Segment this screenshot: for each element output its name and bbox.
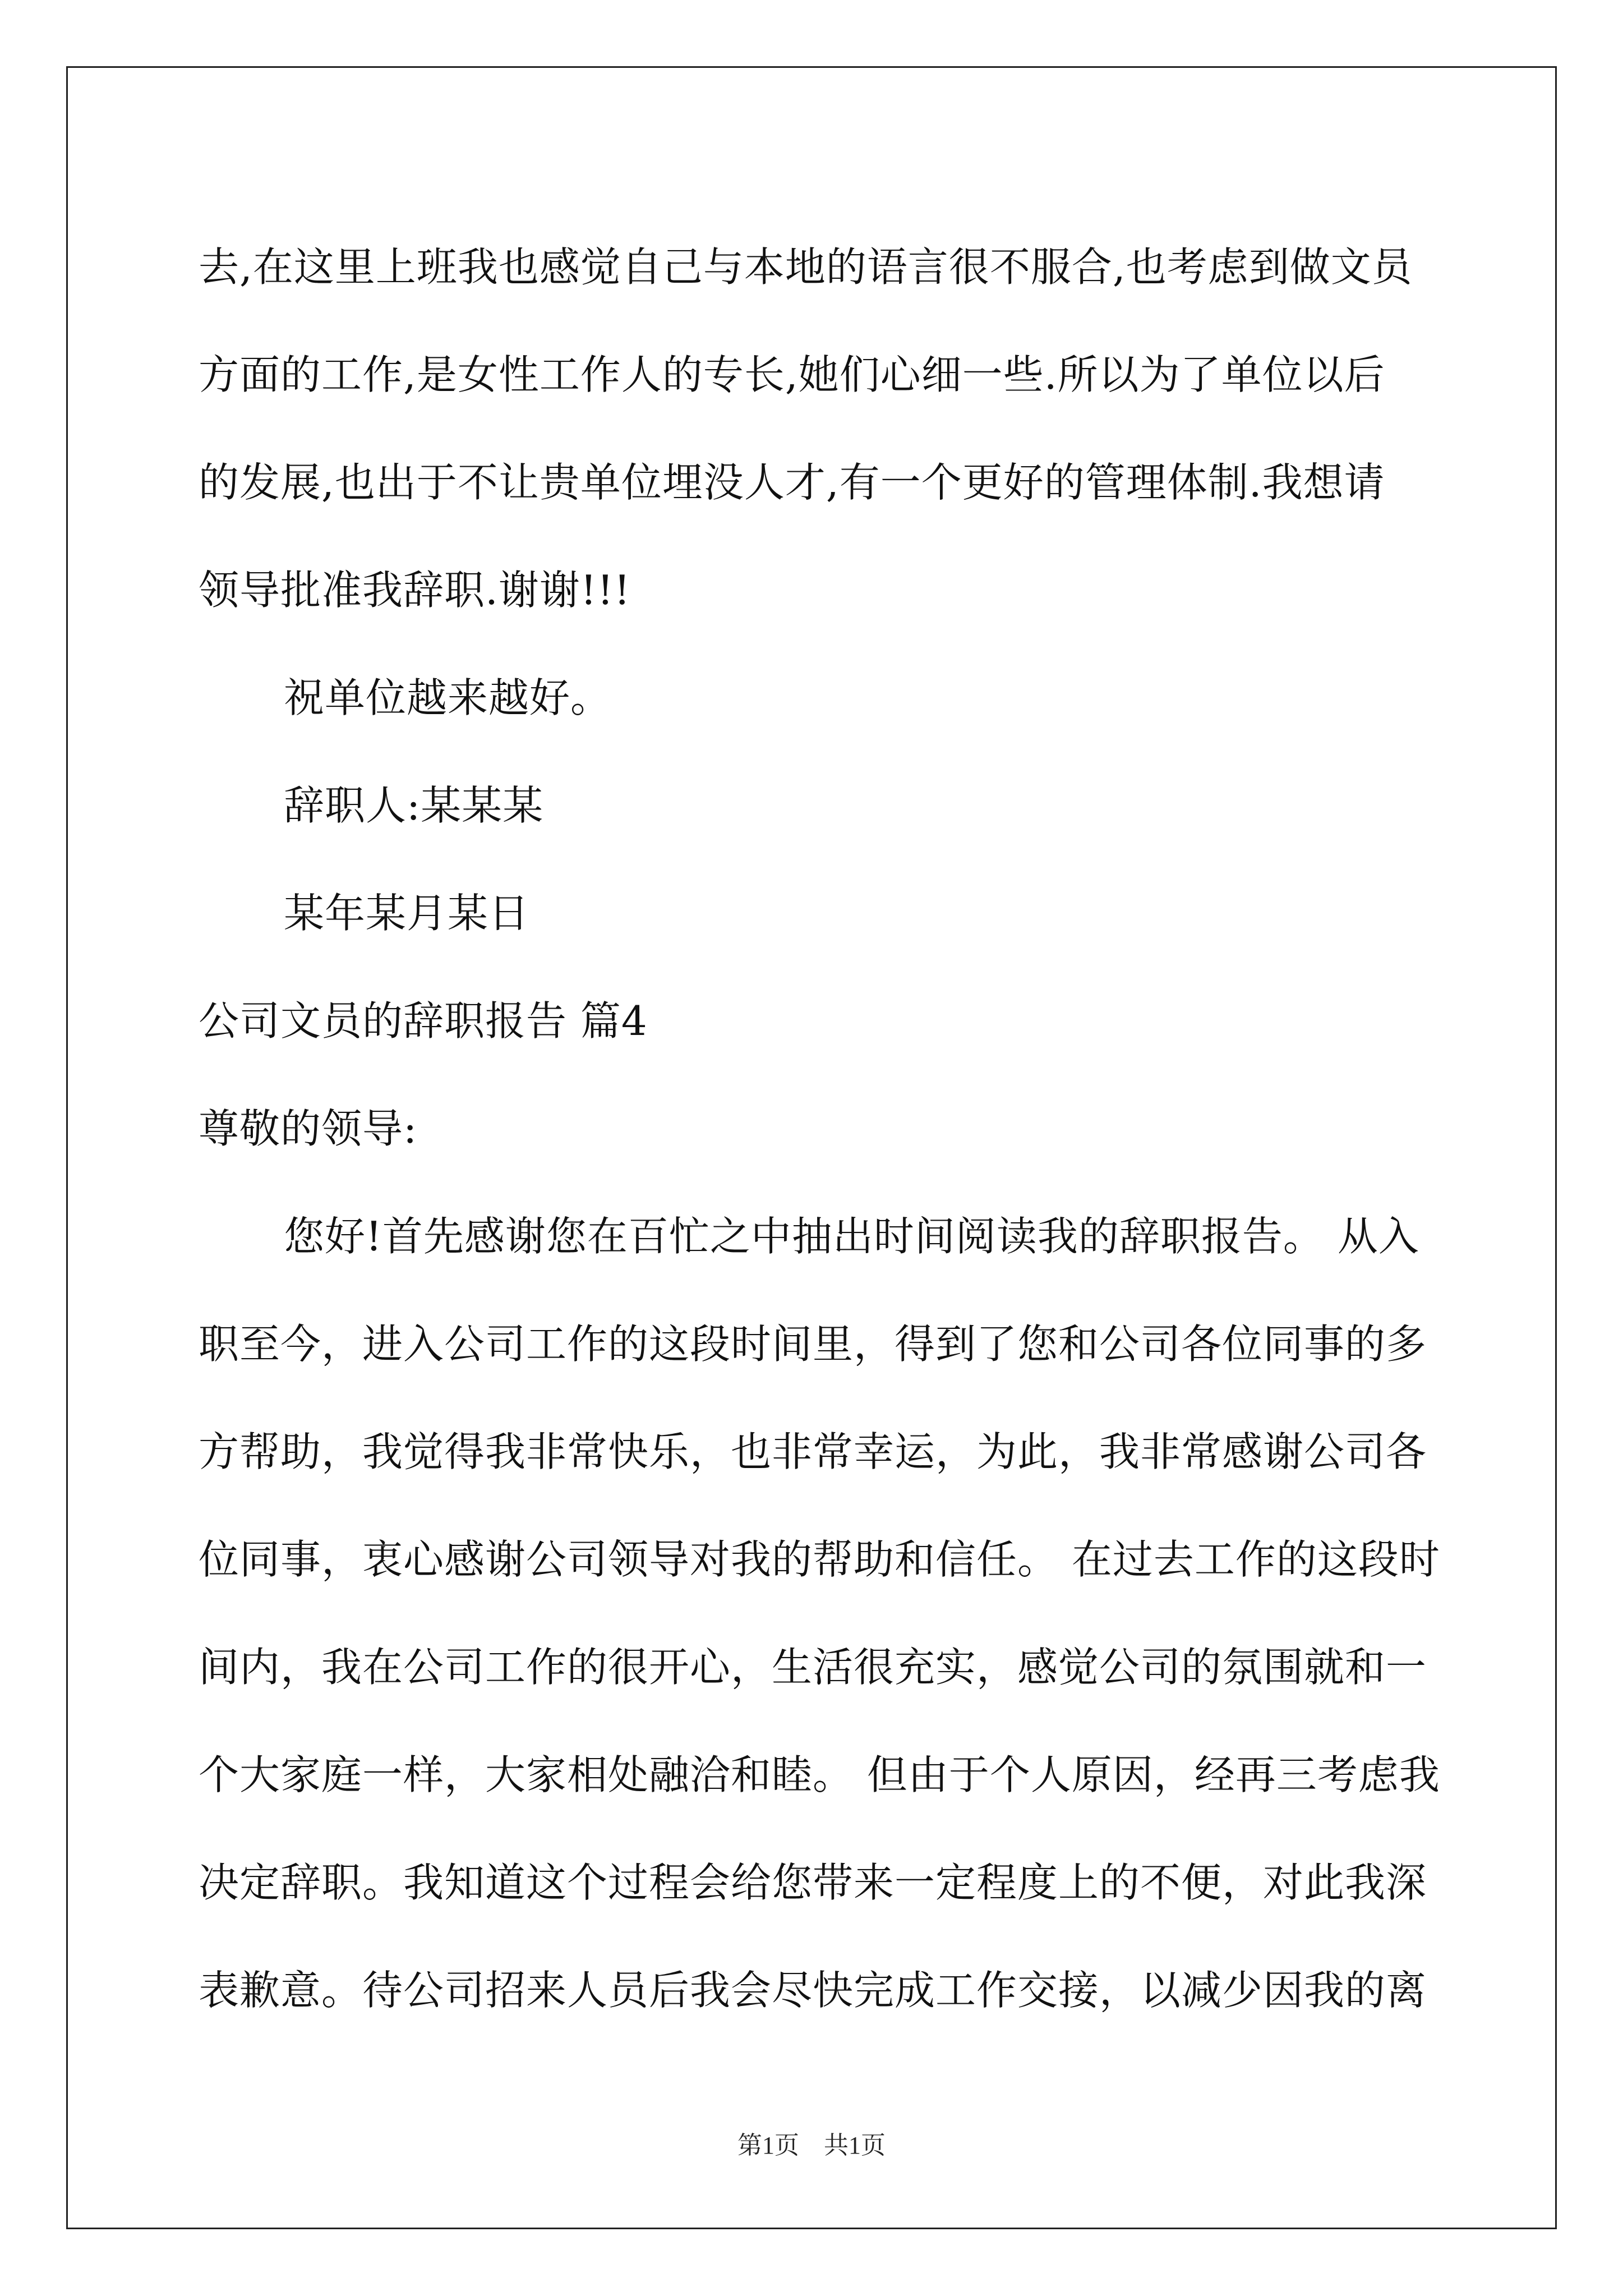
text-line: 位同事，衷心感谢公司领导对我的帮助和信任。 在过去工作的这段时 [199,1536,1440,1583]
text-line: 去,在这里上班我也感觉自己与本地的语言很不服合,也考虑到做文员 [199,243,1413,291]
text-line: 方帮助，我觉得我非常快乐，也非常幸运，为此，我非常感谢公司各 [199,1428,1427,1475]
text-line: 职至今，进入公司工作的这段时间里，得到了您和公司各位同事的多 [199,1320,1427,1368]
text-line: 个大家庭一样，大家相处融洽和睦。 但由于个人原因，经再三考虑我 [199,1751,1440,1798]
text-line: 间内，我在公司工作的很开心，生活很充实，感觉公司的氛围就和一 [199,1644,1427,1691]
text-line: 的发展,也出于不让贵单位埋没人才,有一个更好的管理体制.我想请 [199,459,1385,506]
page-number-footer: 第1页 共1页 [737,2132,886,2159]
signature-line: 辞职人:某某某 [284,782,544,829]
section-heading: 公司文员的辞职报告 篇4 [199,997,648,1045]
closing-wish: 祝单位越来越好。 [284,674,612,721]
text-line: 方面的工作,是女性工作人的专长,她们心细一些.所以为了单位以后 [199,351,1385,398]
date-line: 某年某月某日 [284,890,530,937]
text-line: 领导批准我辞职.谢谢!!! [199,567,631,614]
document-body [199,213,1440,2044]
text-line: 表歉意。待公司招来人员后我会尽快完成工作交接，以减少因我的离 [199,1967,1427,2014]
text-line: 您好!首先感谢您在百忙之中抽出时间阅读我的辞职报告。 从入 [284,1213,1419,1260]
text-line: 决定辞职。我知道这个过程会给您带来一定程度上的不便，对此我深 [199,1859,1427,1906]
salutation: 尊敬的领导: [199,1105,418,1152]
